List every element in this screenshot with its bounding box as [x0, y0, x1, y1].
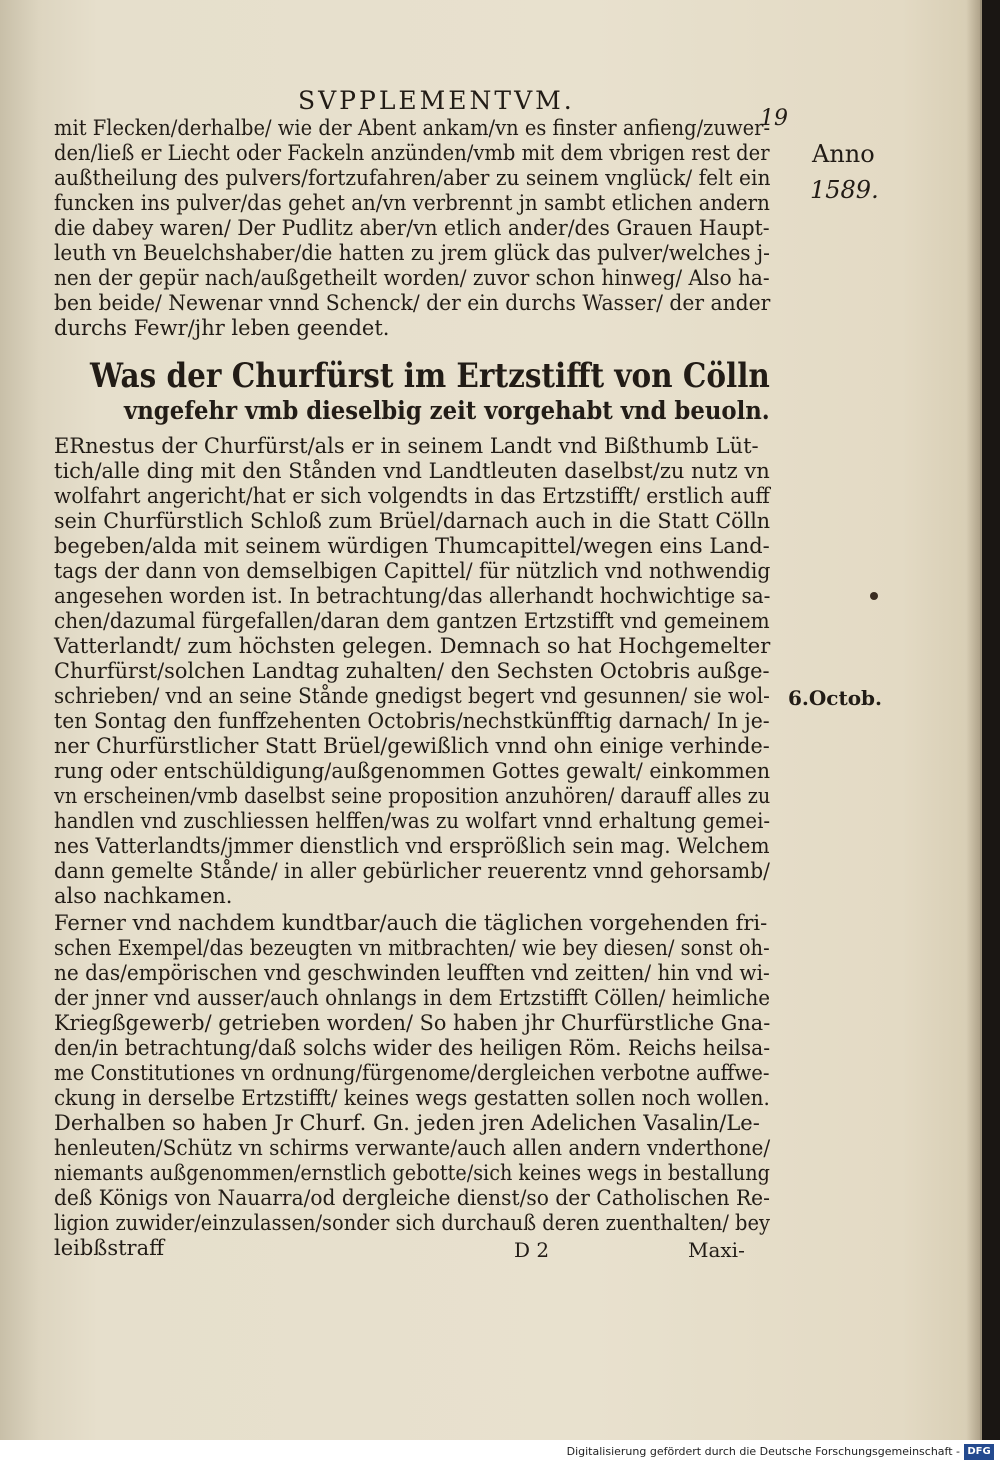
text-line: ner Churfürstlicher Statt Brüel/gewißlich vnnd ohn einige verhinde-	[54, 734, 770, 758]
text-line: dann gemelte Stånde/ in aller gebürlicher reuerentz vnnd gehorsamb/	[54, 859, 770, 883]
text-line: vn erscheinen/vmb daselbst seine proposition anzuhören/ darauff alles zu	[54, 784, 771, 808]
text-line: den/in betrachtung/daß solchs wider des heiligen Röm. Reichs heilsa-	[54, 1036, 771, 1060]
funding-credit: Digitalisierung gefördert durch die Deutsche Forschungsgemeinschaft -	[566, 1445, 960, 1458]
text-line: leuth vn Beuelchshaber/die hatten zu jrem glück das pulver/welches j-	[54, 241, 770, 265]
text-line: wolfahrt angericht/hat er sich volgendts in das Ertzstifft/ erstlich auff	[54, 484, 770, 508]
text-line: außtheilung des pulvers/fortzufahren/aber zu seinem vnglück/ felt ein	[54, 166, 771, 190]
text-line: ERnestus der Churfürst/als er in seinem Landt vnd Bißthumb Lüt-	[54, 434, 759, 458]
footer-bar	[0, 1440, 1000, 1467]
text-line: rung oder entschüldigung/außgenommen Gottes gewalt/ einkommen	[54, 759, 771, 783]
text-line: sein Churfürstlich Schloß zum Brüel/darnach auch in die Statt Cölln	[54, 509, 771, 533]
text-line: angesehen worden ist. In betrachtung/das allerhandt hochwichtige sa-	[54, 584, 771, 608]
section-subheading: vngefehr vmb dieselbig zeit vorgehabt vnd beuoln.	[124, 396, 770, 425]
text-line: begeben/alda mit seinem würdigen Thumcapittel/wegen eins Land-	[54, 534, 770, 558]
catchword: Maxi-	[688, 1238, 745, 1262]
text-line: schrieben/ vnd an seine Stånde gnedigst begert vnd gesunnen/ sie wol-	[54, 684, 770, 708]
margin-note-date: 6.Octob.	[788, 686, 883, 710]
text-line: chen/dazumal fürgefallen/daran dem gantzen Ertzstifft vnd gemeinem	[54, 609, 770, 633]
text-line: Kriegßgewerb/ getrieben worden/ So haben jhr Churfürstliche Gna-	[54, 1011, 771, 1035]
text-line: deß Königs von Nauarra/od dergleiche dienst/so der Catholischen Re-	[54, 1186, 770, 1210]
text-line: ckung in derselbe Ertzstifft/ keines wegs gestatten sollen noch wollen.	[54, 1086, 770, 1110]
text-line: mit Flecken/derhalbe/ wie der Abent ankam/vn es finster anfieng/zuwer-	[54, 116, 771, 140]
text-line: Churfürst/solchen Landtag zuhalten/ den Sechsten Octobris außge-	[54, 659, 770, 683]
margin-anno-label: Anno	[812, 140, 875, 168]
text-line: ben beide/ Newenar vnnd Schenck/ der ein durchs Wasser/ der ander	[54, 291, 771, 315]
text-line: Vatterlandt/ zum höchsten gelegen. Demnach so hat Hochgemelter	[54, 634, 771, 658]
text-line: niemants außgenommen/ernstlich gebotte/sich keines wegs in bestallung	[54, 1161, 770, 1185]
text-line: nes Vatterlandts/jmmer dienstlich vnd ersprößlich sein mag. Welchem	[54, 834, 770, 858]
text-line: den/ließ er Liecht oder Fackeln anzünden/vmb mit dem vbrigen rest der	[54, 141, 770, 165]
text-line: henleuten/Schütz vn schirms verwante/auch allen andern vnderthone/	[54, 1136, 771, 1160]
text-line: leibßstraff	[54, 1236, 165, 1260]
folio-number: 19	[760, 106, 788, 131]
margin-anno-year: 1589.	[810, 176, 879, 204]
text-line: tags der dann von demselbigen Capittel/ für nützlich vnd nothwendig	[54, 559, 771, 583]
ink-stain	[870, 592, 878, 600]
text-line: handlen vnd zuschliessen helffen/was zu wolfart vnnd erhaltung gemei-	[54, 809, 771, 833]
text-line: ligion zuwider/einzulassen/sonder sich durchauß deren zuenthalten/ bey	[54, 1211, 770, 1235]
text-line: durchs Fewr/jhr leben geendet.	[54, 316, 390, 340]
text-line: funcken ins pulver/das gehet an/vn verbrennt jn sambt etlichen andern	[54, 191, 770, 215]
text-line: ne das/empörischen vnd geschwinden leufften vnd zeitten/ hin vnd wi-	[54, 961, 770, 985]
signature-mark: D 2	[514, 1238, 550, 1262]
section-heading: Was der Churfürst im Ertzstifft von Cölln	[90, 356, 770, 396]
dfg-logo: DFG	[964, 1444, 994, 1460]
text-line: ten Sontag den funffzehenten Octobris/nechstkünfftig darnach/ In je-	[54, 709, 770, 733]
text-line: me Constitutiones vn ordnung/fürgenome/dergleichen verbotne auffwe-	[54, 1061, 770, 1085]
text-line: der jnner vnd ausser/auch ohnlangs in dem Ertzstifft Cöllen/ heimliche	[54, 986, 771, 1010]
text-line: schen Exempel/das bezeugten vn mitbrachten/ wie bey diesen/ sonst oh-	[54, 936, 770, 960]
text-line: also nachkamen.	[54, 884, 233, 908]
text-line: Ferner vnd nachdem kundtbar/auch die täglichen vorgehenden fri-	[54, 911, 768, 935]
text-line: nen der gepür nach/außgetheilt worden/ zuvor schon hinweg/ Also ha-	[54, 266, 770, 290]
text-line: die dabey waren/ Der Pudlitz aber/vn etlich ander/des Grauen Haupt-	[54, 216, 770, 240]
text-line: Derhalben so haben Jr Churf. Gn. jeden jren Adelichen Vasalin/Le-	[54, 1111, 760, 1135]
text-line: tich/alle ding mit den Stånden vnd Landtleuten daselbst/zu nutz vn	[54, 459, 770, 483]
running-header: SVPPLEMENTVM.	[298, 86, 575, 115]
